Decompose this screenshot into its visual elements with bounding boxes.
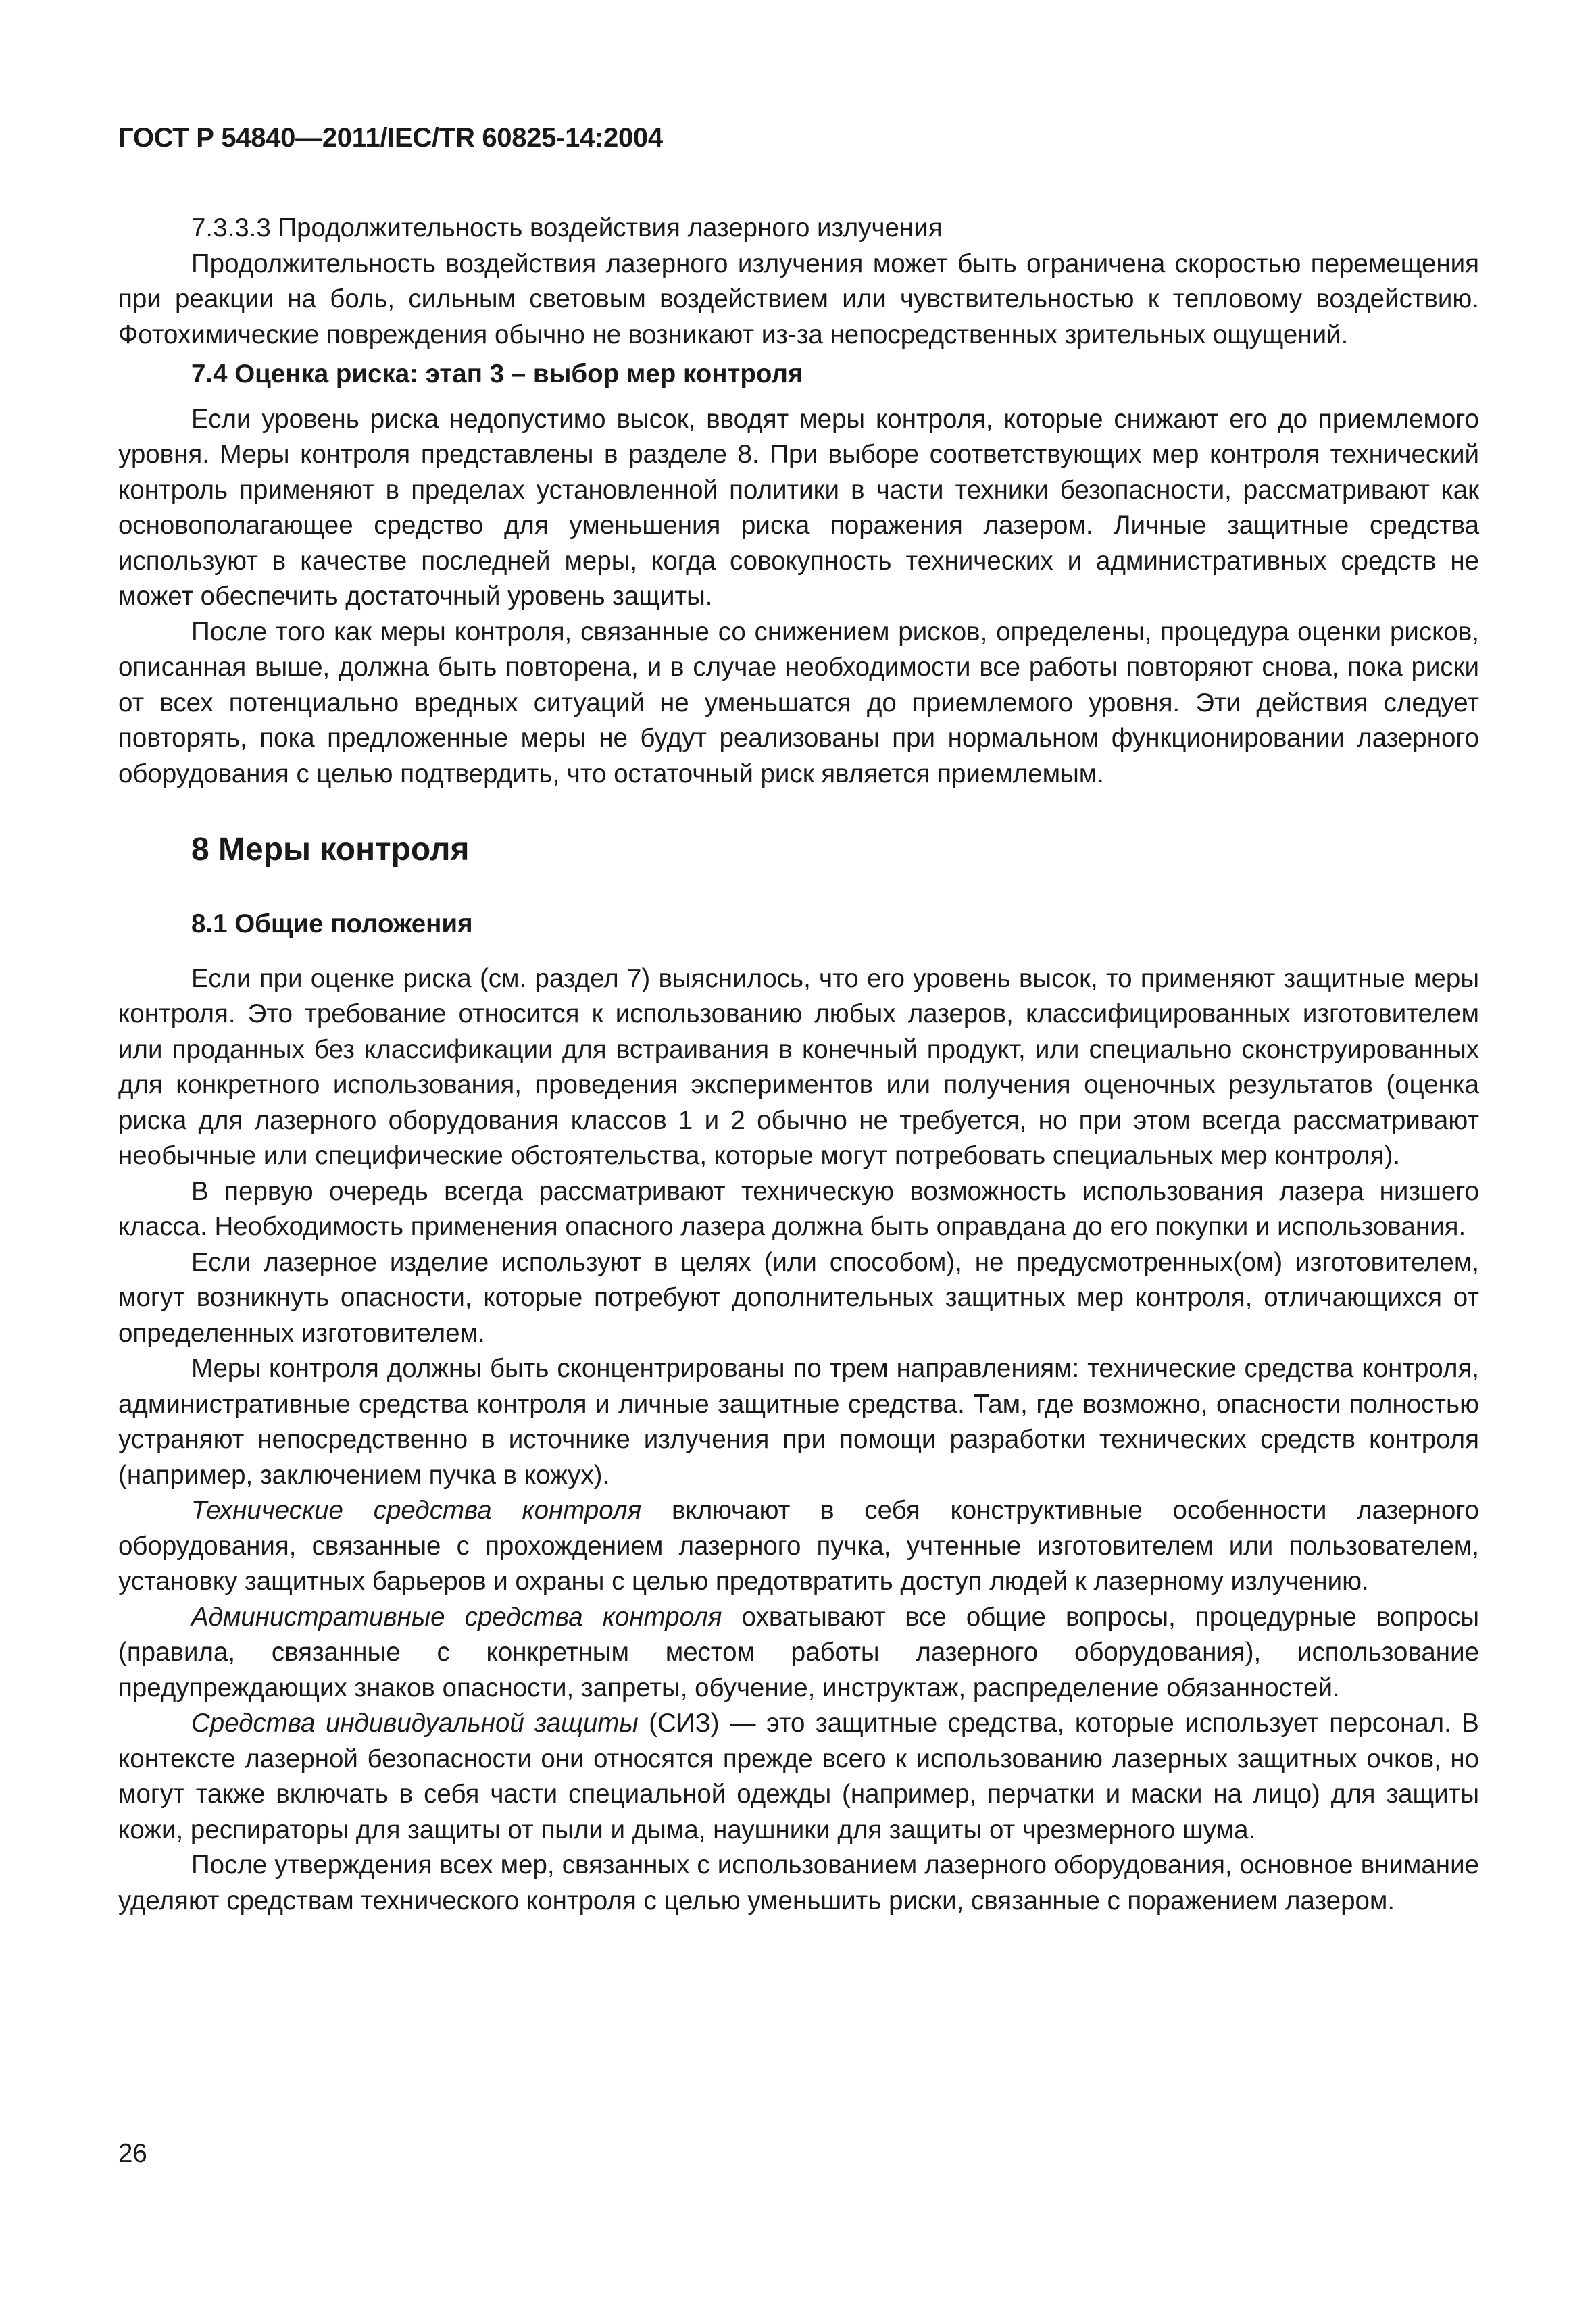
paragraph-6-text: охватывают все общие вопросы, процедурные вопросы (правила, связанные с конкретным местом работы лазерного оборудования), использование предупреждающих знаков опасности, запреты, обучение, инструктаж, распределение обязанностей. [118, 1602, 1479, 1703]
section-8-1-paragraph-3: Если лазерное изделие используют в целях (или способом), не предусмотренных(ом) изготовителем, могут возникнуть опасности, которые потребуют дополнительных защитных мер контроля, отличающихся от определенных изготовителем. [118, 1247, 1479, 1348]
section-7-4-paragraph-1: Если уровень риска недопустимо высок, вводят меры контроля, которые снижают его до приемлемого уровня. Меры контроля представлены в разделе 8. При выборе соответствующих мер контроля технический контроль применяют в пределах установленной политики в части техники безопасности, рассматривают как основополагающее средство для уменьшения риска поражения лазером. Личные защитные средства используют в качестве последней меры, когда совокупность технических и административных средств не может обеспечить достаточный уровень защиты. [118, 404, 1479, 611]
term-personal-protective-equipment: Средства индивидуальной защиты [191, 1709, 639, 1738]
section-7-4-paragraph-2: После того как меры контроля, связанные со снижением рисков, определены, процедура оценки рисков, описанная выше, должна быть повторена, и в случае необходимости все работы повторяют снова, пока риски от всех потенциально вредных ситуаций не уменьшатся до приемлемого уровня. Эти действия следует повторять, пока предложенные меры не будут реализованы при нормальном функционировании лазерного оборудования с целью подтвердить, что остаточный риск является приемлемым. [118, 617, 1479, 788]
section-8-1-paragraph-4: Меры контроля должны быть сконцентрированы по трем направлениям: технические средства контроля, административные средства контроля и личные защитные средства. Там, где возможно, опасности полностью устраняют непосредственно в источнике излучения при помощи разработки технических средств контроля (например, заключением пучка в кожух). [118, 1354, 1479, 1490]
section-8-1-paragraph-7 [118, 1706, 1479, 1848]
section-7-4-heading: 7.4 Оценка риска: этап 3 – выбор мер контроля [191, 359, 803, 388]
section-8-1-heading: 8.1 Общие положения [191, 909, 473, 938]
document-page [118, 120, 1479, 1919]
clause-7-3-3-3-paragraph: Продолжительность воздействия лазерного излучения может быть ограничена скоростью перемещения при реакции на боль, сильным световым воздействием или чувствительностью к тепловому воздействию. Фотохимические повреждения обычно не возникают из-за непосредственных зрительных ощущений. [118, 249, 1479, 349]
term-administrative-controls: Административные средства контроля [191, 1602, 722, 1632]
page-number: 26 [118, 2139, 147, 2168]
section-8-heading: 8 Меры контроля [191, 832, 470, 867]
clause-7-3-3-3-title: 7.3.3.3 Продолжительность воздействия лазерного излучения [191, 213, 943, 243]
paragraph-5-text: включают в себя конструктивные особенности лазерного оборудования, связанные с прохождением лазерного пучка, учтенные изготовителем или пользователем, установку защитных барьеров и охраны с целью предотвратить доступ людей к лазерному излучению. [118, 1496, 1479, 1596]
section-8-1-paragraph-2: В первую очередь всегда рассматривают техническую возможность использования лазера низшего класса. Необходимость применения опасного лазера должна быть оправдана до его покупки и использования. [118, 1176, 1479, 1241]
section-8-1-paragraph-8: После утверждения всех мер, связанных с использованием лазерного оборудования, основное внимание уделяют средствам технического контроля с целью уменьшить риски, связанные с поражением лазером. [118, 1851, 1479, 1915]
section-8-1-paragraph-6 [118, 1600, 1479, 1707]
paragraph-7-text: (СИЗ) — это защитные средства, которые использует персонал. В контексте лазерной безопасности они относятся прежде всего к использованию лазерных защитных очков, но могут также включать в себя части специальной одежды (например, перчатки и маски на лицо) для защиты кожи, респираторы для защиты от пыли и дыма, наушники для защиты от чрезмерного шума. [118, 1709, 1479, 1844]
section-8-1-paragraph-5 [118, 1493, 1479, 1600]
section-8-1-paragraph-1: Если при оценке риска (см. раздел 7) выяснилось, что его уровень высок, то применяют защитные меры контроля. Это требование относится к использованию любых лазеров, классифицированных изготовителем или проданных без классификации для встраивания в конечный продукт, или специально сконструированных для конкретного использования, проведения экспериментов или получения оценочных результатов (оценка риска для лазерного оборудования классов 1 и 2 обычно не требуется, но при этом всегда рассматривают необычные или специфические обстоятельства, которые могут потребовать специальных мер контроля). [118, 963, 1479, 1170]
document-code-header: ГОСТ Р 54840—2011/IEC/TR 60825-14:2004 [118, 123, 663, 153]
term-technical-controls: Технические средства контроля [191, 1496, 642, 1525]
